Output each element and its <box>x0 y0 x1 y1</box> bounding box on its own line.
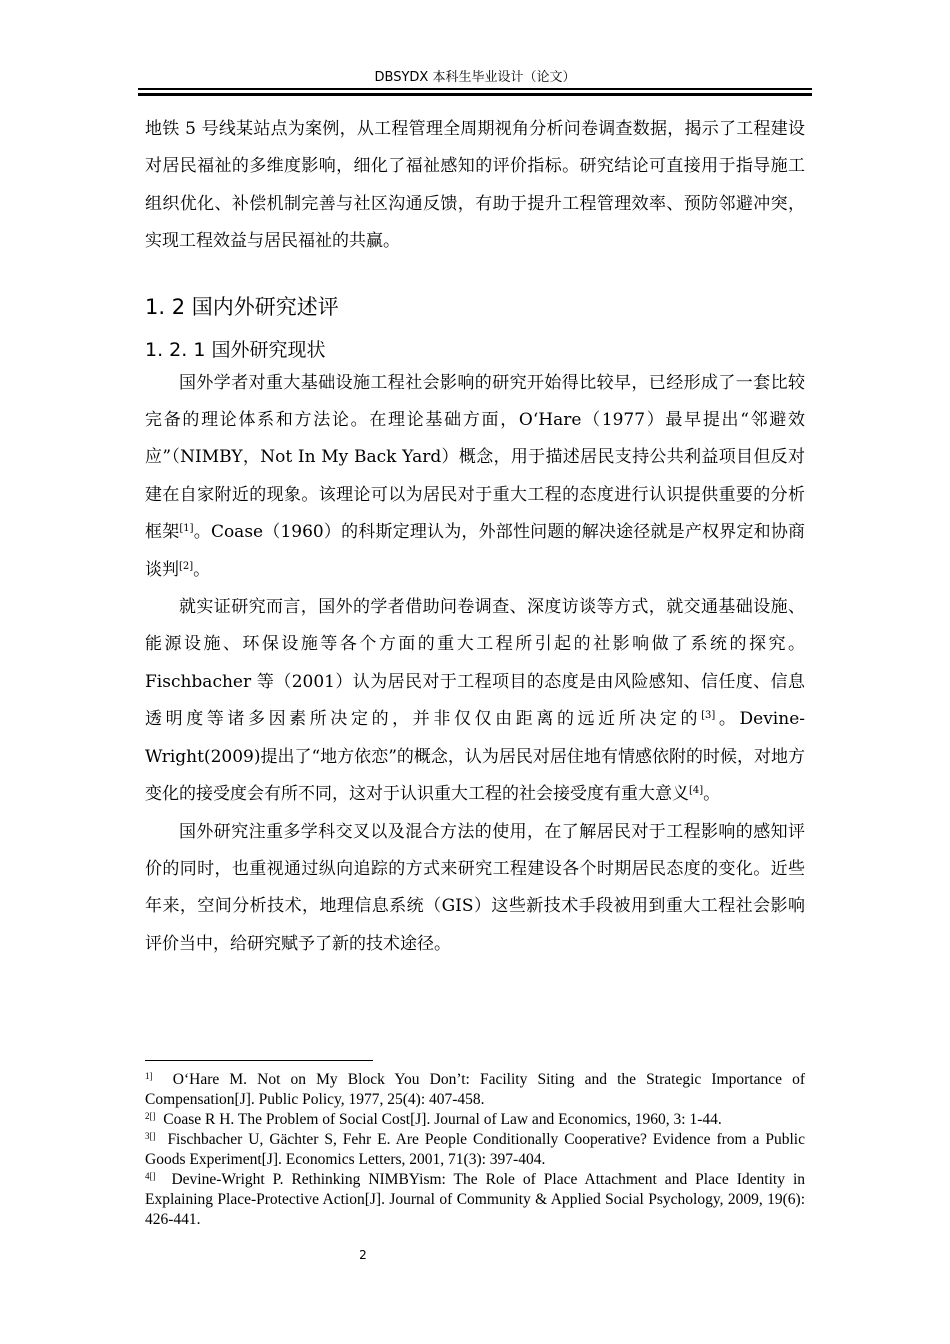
paragraph-text: 。Devine-Wright(2009)提出了“地方依恋”的概念，认为居民对居住地有情感依附的时候，对地方变化的接受度会有所不同，这对于认识重大工程的社会接受度有重大意义 <box>145 709 805 805</box>
intro-paragraph: 地铁 5 号线某站点为案例，从工程管理全周期视角分析问卷调查数据，揭示了工程建设对居民福祉的多维度影响，细化了福祉感知的评价指标。研究结论可直接用于指导施工组织优化、补偿机制完善与社区沟通反馈，有助于提升工程管理效率、预防邻避冲突，实现工程效益与居民福祉的共赢。 <box>145 119 805 252</box>
page-number: 2 <box>359 1248 367 1262</box>
citation-ref[interactable]: [1] <box>179 523 194 535</box>
section-heading: 1. 2 国内外研究述评 <box>145 294 339 319</box>
footnote-mark: 4[] <box>145 1171 156 1181</box>
footnote-text: O‘Hare M. Not on My Block You Don’t: Facility Siting and the Strategic Importance of Compensation[J]. Public Policy, 1977, 25(4): 407-458. <box>145 1071 806 1108</box>
paragraph-text: 。Coase（1960）的科斯定理认为，外部性问题的解决途径就是产权界定和协商谈判 <box>145 522 806 580</box>
citation-ref[interactable]: [4] <box>689 785 704 797</box>
footnote-item <box>145 1070 805 1110</box>
citation-ref[interactable]: [3] <box>701 710 716 722</box>
footnote-text: Coase R H. The Problem of Social Cost[J]. Journal of Law and Economics, 1960, 3: 1-44. <box>163 1111 722 1128</box>
footnote-item <box>145 1170 805 1230</box>
paragraph-text: 。 <box>703 784 721 805</box>
paragraph-methods: 国外研究注重多学科交叉以及混合方法的使用，在了解居民对于工程影响的感知评价的同时，也重视通过纵向追踪的方式来研究工程建设各个时期居民态度的变化。近些年来，空间分析技术，地理信息系统（GIS）这些新技术手段被用到重大工程社会影响评价当中，给研究赋予了新的技术途径。 <box>145 821 805 954</box>
header-rule-thin <box>138 88 812 90</box>
subsection-heading: 1. 2. 1 国外研究现状 <box>145 338 326 361</box>
footnote-item <box>145 1130 805 1170</box>
paragraph-text: 。 <box>193 559 211 580</box>
footnotes <box>145 1070 805 1230</box>
footnote-mark: 2[] <box>145 1111 156 1121</box>
paragraph-empirical <box>145 589 805 813</box>
header-rule-thick <box>138 93 812 96</box>
paragraph-text: 国外学者对重大基础设施工程社会影响的研究开始得比较早，已经形成了一套比较完备的理论体系和方法论。在理论基础方面，O‘Hare（1977）最早提出“邻避效应”（NIMBY，Not In My Back Yard）概念，用于描述居民支持公共利益项目但反对建在自家附近的现象。该理论可以为居民对于重大工程的态度进行认识提供重要的分析框架 <box>145 372 805 543</box>
paragraph-theory <box>145 365 805 589</box>
citation-ref[interactable]: [2] <box>179 560 194 572</box>
footnote-item <box>145 1110 805 1130</box>
footnote-text: Devine-Wright P. Rethinking NIMBYism: The Role of Place Attachment and Place Identity in Explaining Place-Protective Action[J]. Journal of Community & Applied Social Psychology, 2009, 19(6): 426-441. <box>145 1171 805 1228</box>
paragraph-text: 就实证研究而言，国外的学者借助问卷调查、深度访谈等方式，就交通基础设施、能源设施、环保设施等各个方面的重大工程所引起的社影响做了系统的探究。Fischbacher 等（2001）认为居民对于工程项目的态度是由风险感知、信任度、信息透明度等诸多因素所决定的，并非仅仅由距离的远近所决定的 <box>145 597 805 730</box>
main-content <box>145 111 805 963</box>
footnote-text: Fischbacher U, Gächter S, Fehr E. Are People Conditionally Cooperative? Evidence from a Public Goods Experiment[J]. Economics Letters, 2001, 71(3): 397-404. <box>145 1131 805 1168</box>
footnote-mark: 3[] <box>145 1131 156 1141</box>
page-header: DBSYDX 本科生毕业设计（论文） <box>374 70 576 85</box>
footnote-separator <box>145 1060 373 1061</box>
footnote-mark: 1] <box>145 1071 153 1081</box>
